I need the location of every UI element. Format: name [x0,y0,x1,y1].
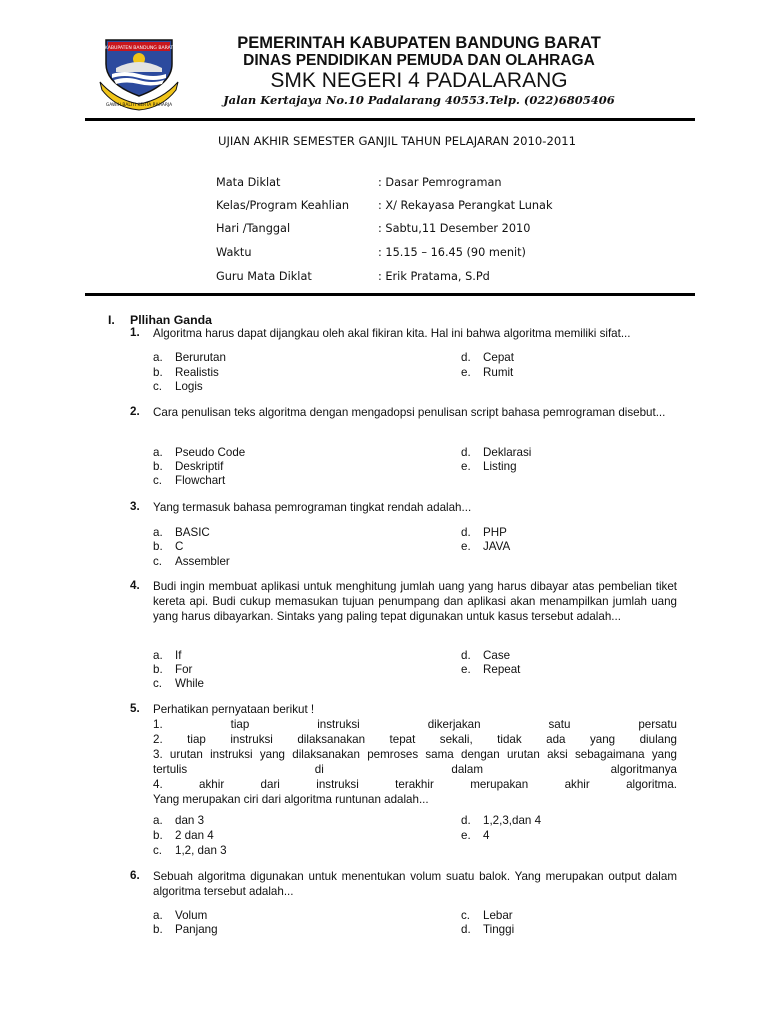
option[interactable] [153,446,245,459]
section-number: I. [108,313,115,327]
option[interactable] [461,366,513,379]
option[interactable] [153,540,183,553]
option-text: Assembler [175,555,230,568]
option-text: Tinggi [483,923,515,936]
option-letter: e. [461,460,471,473]
option[interactable] [461,460,517,473]
option-letter: b. [153,923,163,936]
option-letter: d. [461,351,471,364]
option-letter: a. [153,446,163,459]
option-letter: b. [153,829,163,842]
option-text: JAVA [483,540,511,553]
option[interactable] [153,366,219,379]
option-text: Berurutan [175,351,226,364]
exam-title: UJIAN AKHIR SEMESTER GANJIL TAHUN PELAJARAN 2010-2011 [218,134,576,148]
option-letter: e. [461,829,471,842]
option[interactable] [153,351,226,364]
option[interactable] [461,909,513,922]
option-letter: a. [153,526,163,539]
statement-line: 2. tiap instruksi dilaksanakan tepat sekali, tidak ada yang diulang [153,733,677,746]
question-text: Yang termasuk bahasa pemrograman tingkat rendah adalah... [153,501,472,514]
option[interactable] [153,649,181,662]
option[interactable] [461,829,489,842]
option-text: Flowchart [175,474,226,487]
info-value: : Erik Pratama, S.Pd [378,270,490,283]
statement-line: tertulis di dalam algoritmanya [153,763,677,776]
option-text: Case [483,649,511,662]
option-letter: b. [153,366,163,379]
option[interactable] [461,446,531,459]
option-text: Pseudo Code [175,446,246,459]
option[interactable] [461,663,520,676]
option-text: Realistis [175,366,219,379]
header-school-name: SMK NEGERI 4 PADALARANG [270,69,568,92]
option-letter: c. [153,844,163,857]
header-divider [85,118,695,121]
option-text: Deskriptif [175,460,224,473]
statement-line: 3. urutan instruksi yang dilaksanakan pemroses sama dengan urutan aksi sebagaimana yang [153,748,677,761]
option-letter: d. [461,649,471,662]
svg-text:KABUPATEN BANDUNG BARAT: KABUPATEN BANDUNG BARAT [104,46,174,51]
option-letter: a. [153,649,163,662]
option-letter: a. [153,351,163,364]
option-letter: b. [153,540,163,553]
statement-line: 4. akhir dari instruksi terakhir merupakan akhir algoritma. [153,778,677,791]
option[interactable] [153,829,214,842]
question-number: 4. [130,579,140,592]
option[interactable] [153,814,204,827]
question-number: 3. [130,500,140,513]
option[interactable] [153,677,204,690]
option-text: Lebar [483,909,513,922]
question-text [153,702,677,807]
option-letter: d. [461,923,471,936]
option-text: For [175,663,193,676]
option-text: C [175,540,184,553]
option-text: Repeat [483,663,521,676]
option[interactable] [153,526,210,539]
option[interactable] [461,540,510,553]
option-letter: c. [461,909,471,922]
option-text: While [175,677,204,690]
option-letter: e. [461,366,471,379]
section-title: Pllihan Ganda [130,313,212,327]
option-letter: a. [153,909,163,922]
header-address: Jalan Kertajaya No.10 Padalarang 40553.Telp. (022)6805406 [223,93,615,107]
option-letter: c. [153,555,163,568]
option-text: 2 dan 4 [175,829,214,842]
option-letter: b. [153,663,163,676]
option-text: Listing [483,460,517,473]
option-letter: c. [153,380,163,393]
option[interactable] [153,460,223,473]
option[interactable] [153,663,192,676]
option-text: BASIC [175,526,210,539]
option-letter: e. [461,540,471,553]
option-letter: e. [461,663,471,676]
question-intro: Perhatikan pernyataan berikut ! [153,703,315,716]
statement-line: 1. tiap instruksi dikerjakan satu persatu [153,718,677,731]
option-letter: c. [153,474,163,487]
header-government: PEMERINTAH KABUPATEN BANDUNG BARAT [237,34,601,52]
option-text: Rumit [483,366,514,379]
question-text: Cara penulisan teks algoritma dengan mengadopsi penulisan script bahasa pemrograman disebut... [153,406,666,419]
option-text: PHP [483,526,507,539]
option[interactable] [461,649,510,662]
option[interactable] [153,844,227,857]
option-text: Panjang [175,923,218,936]
svg-text:GAWIH BALITI KERTA RAHARJA: GAWIH BALITI KERTA RAHARJA [105,103,173,108]
option-text: 1,2,3,dan 4 [483,814,542,827]
option[interactable] [153,923,218,936]
question-number: 5. [130,702,140,715]
option[interactable] [153,909,207,922]
option-letter: d. [461,446,471,459]
option-text: dan 3 [175,814,205,827]
question-text: Sebuah algoritma digunakan untuk menentukan volum suatu balok. Yang merupakan output dalam algoritma tersebut adalah... [153,870,677,898]
option-letter: d. [461,526,471,539]
question-number: 6. [130,869,140,882]
question-number: 2. [130,405,140,418]
option[interactable] [153,555,230,568]
statement-question: Yang merupakan ciri dari algoritma runtunan adalah... [153,793,429,806]
info-key: Guru Mata Diklat [216,270,312,283]
header-department: DINAS PENDIDIKAN PEMUDA DAN OLAHRAGA [243,52,595,69]
info-value: : X/ Rekayasa Perangkat Lunak [378,199,553,212]
option-text: If [175,649,182,662]
question-number: 1. [130,326,140,339]
option-text: 4 [483,829,490,842]
option-letter: b. [153,460,163,473]
option[interactable] [461,526,507,539]
option[interactable] [153,380,203,393]
option-text: Volum [175,909,208,922]
option-letter: a. [153,814,163,827]
info-key: Kelas/Program Keahlian [216,199,350,212]
option-text: Cepat [483,351,514,364]
option[interactable] [153,474,225,487]
info-key: Waktu [216,246,252,259]
option-letter: d. [461,814,471,827]
option-text: Logis [175,380,203,393]
info-key: Hari /Tanggal [216,222,291,235]
option[interactable] [461,923,514,936]
info-value: : Sabtu,11 Desember 2010 [378,222,531,235]
option-text: 1,2, dan 3 [175,844,227,857]
option[interactable] [461,351,514,364]
info-value: : Dasar Pemrograman [378,176,502,189]
info-divider [85,293,695,296]
info-key: Mata Diklat [216,176,281,189]
option-text: Deklarasi [483,446,532,459]
info-value: : 15.15 – 16.45 (90 menit) [378,246,526,259]
option[interactable] [461,814,541,827]
question-text: Budi ingin membuat aplikasi untuk menghitung jumlah uang yang harus dibayar atas pembelian tiket kereta api. Budi cukup memasukan tujuan penumpang dan aplikasi akan menampilkan jumlah uang yang harus dibayarkan. Sintaks yang paling tepat digunakan untuk kasus tersebut adalah... [153,580,677,623]
question-text: Algoritma harus dapat dijangkau oleh akal fikiran kita. Hal ini bahwa algoritma memiliki sifat... [153,327,631,340]
option-letter: c. [153,677,163,690]
